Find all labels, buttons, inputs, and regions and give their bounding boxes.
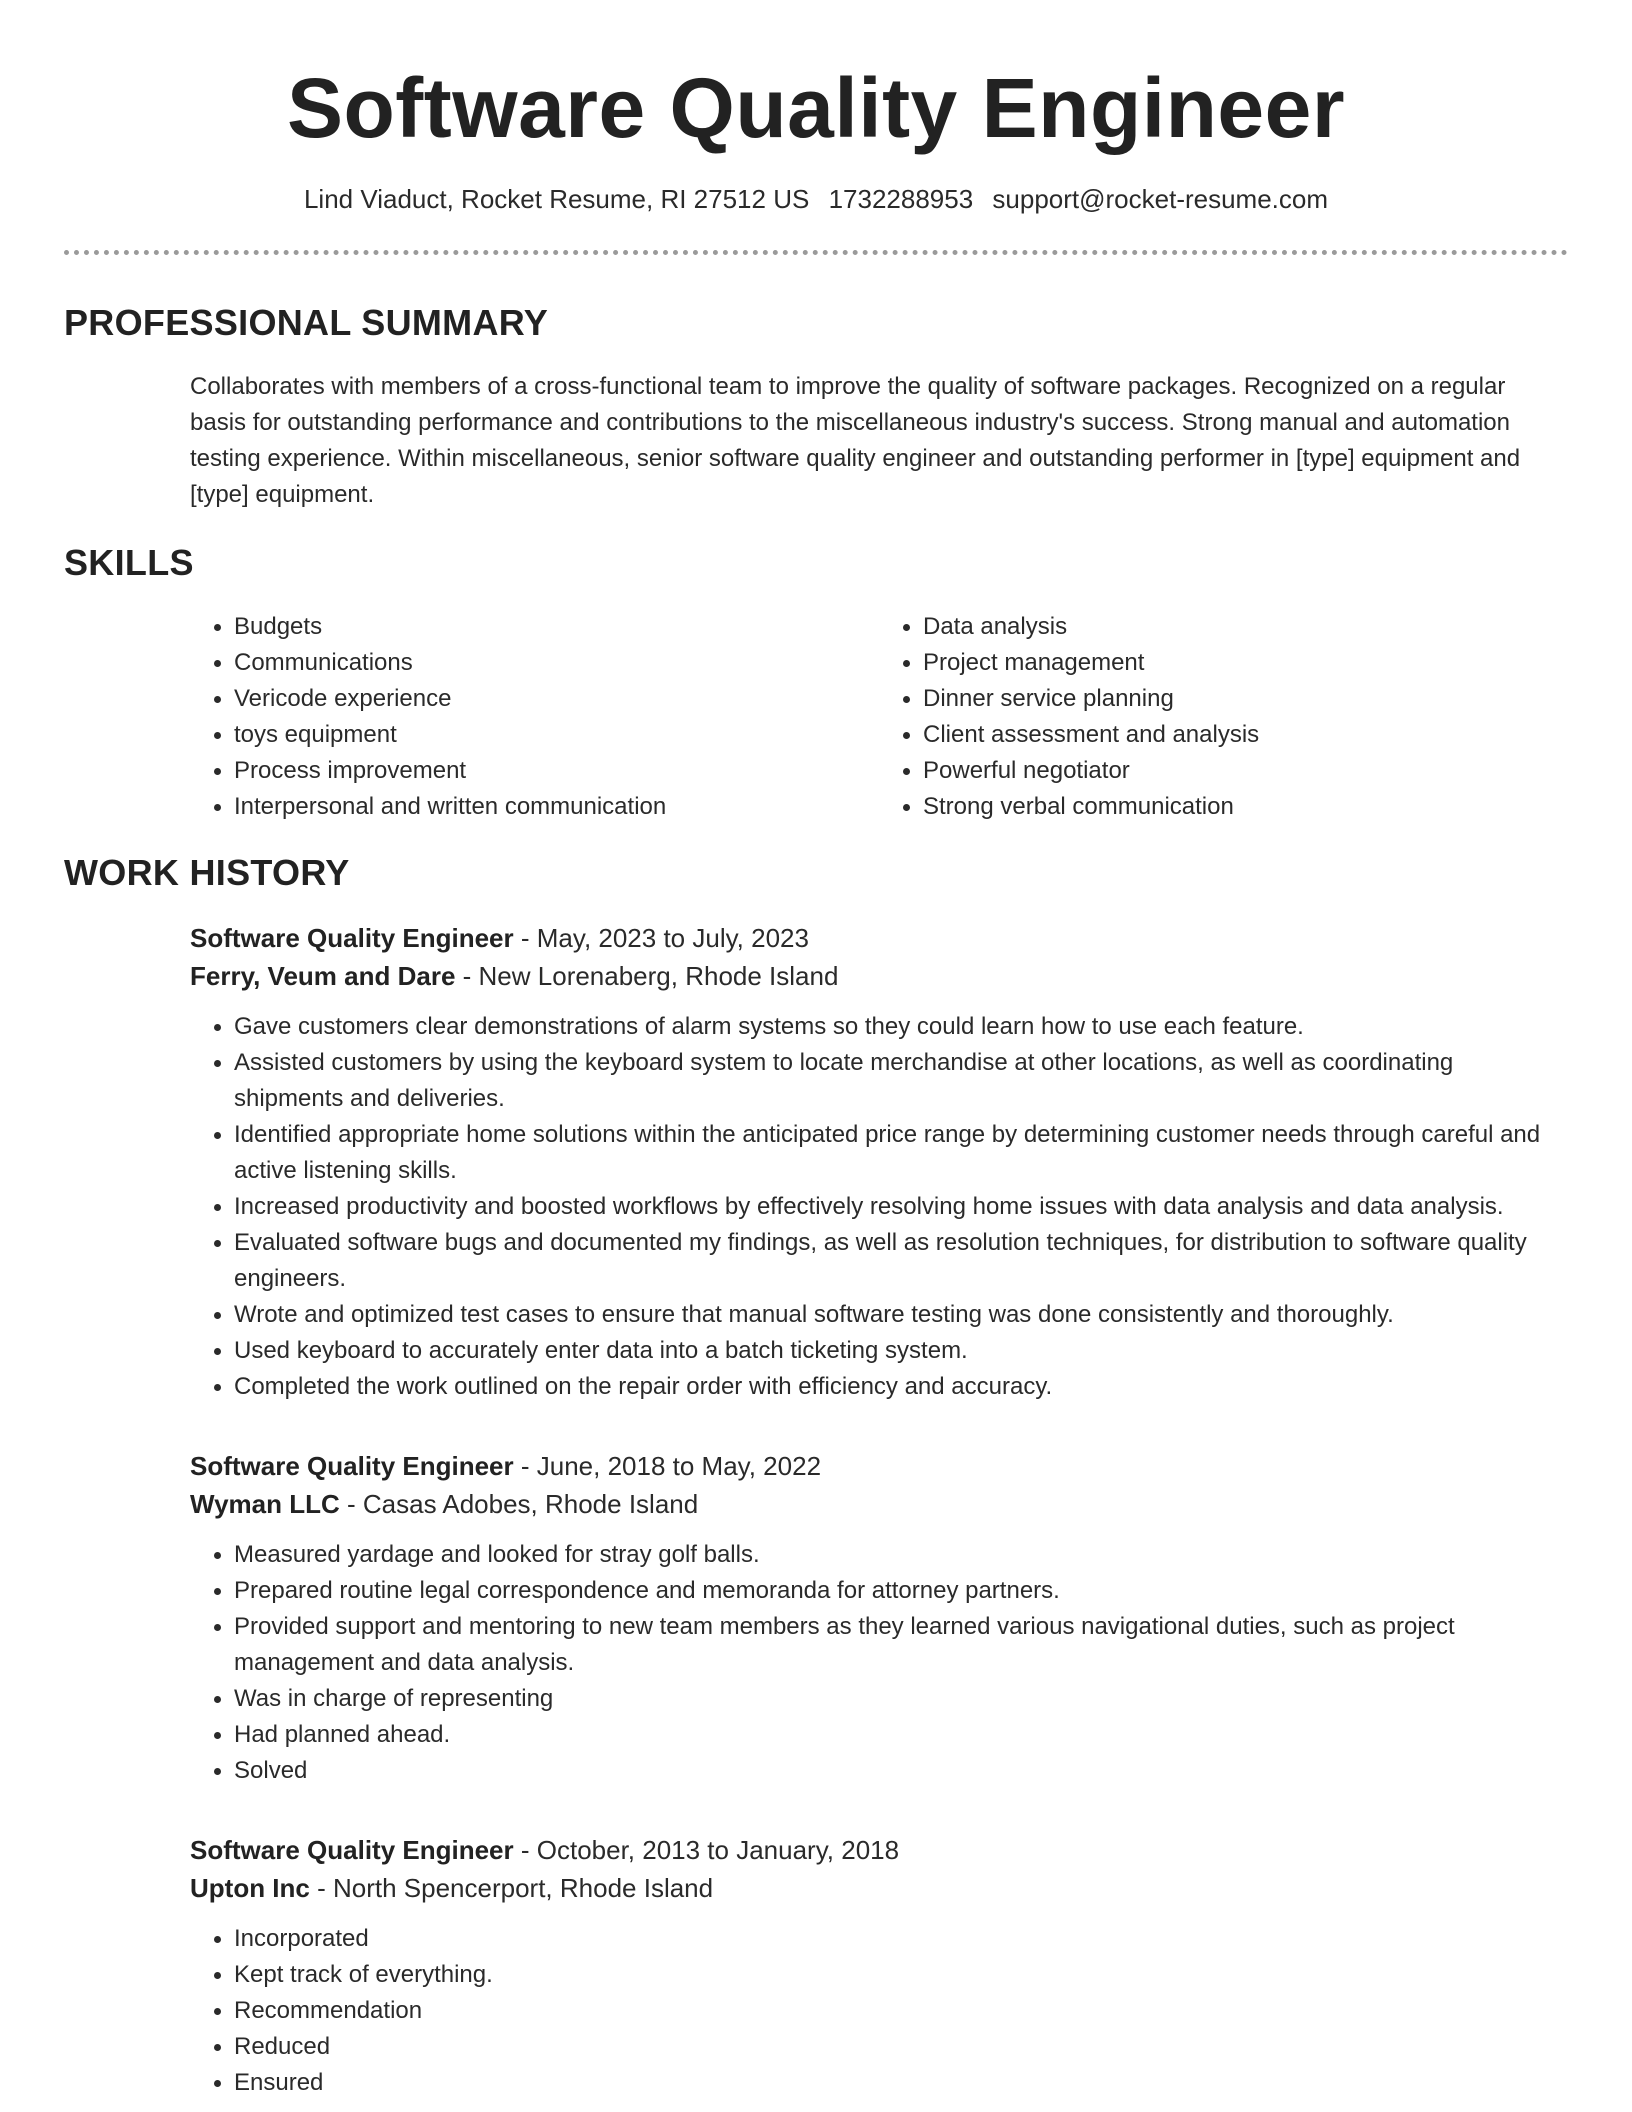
header-divider: [64, 250, 1568, 255]
skill-item: • Project management: [923, 645, 1568, 681]
job-bullet: • Wrote and optimized test cases to ensure that manual software testing was done consistently and thoroughly.: [234, 1297, 1568, 1333]
job-separator: -: [513, 923, 537, 953]
skills-left-column: [190, 609, 879, 825]
skill-item: • Strong verbal communication: [923, 789, 1568, 825]
job-company: Ferry, Veum and Dare: [190, 961, 456, 991]
summary-heading: PROFESSIONAL SUMMARY: [64, 302, 549, 343]
job-bullet: • Assisted customers by using the keyboard system to locate merchandise at other locations, as well as coordinating shipments and deliveries.: [234, 1045, 1568, 1117]
job-bullet: • Solved: [234, 1753, 1568, 1789]
job-bullet: • Increased productivity and boosted workflows by effectively resolving home issues with data analysis and data analysis.: [234, 1189, 1568, 1225]
work-history-heading: WORK HISTORY: [64, 852, 350, 893]
job-bullet: • Was in charge of representing: [234, 1681, 1568, 1717]
job-bullet: • Ensured: [234, 2065, 1568, 2101]
contact-address: Lind Viaduct, Rocket Resume, RI 27512 US: [303, 184, 810, 214]
job-bullet: • Used keyboard to accurately enter data into a batch ticketing system.: [234, 1333, 1568, 1369]
job-title-line: [190, 919, 1568, 957]
skill-item: • toys equipment: [234, 717, 879, 753]
job-dates: June, 2018 to May, 2022: [536, 1451, 822, 1481]
job-separator: -: [309, 1873, 333, 1903]
job-company-line: [190, 957, 1568, 995]
job-dates: May, 2023 to July, 2023: [536, 923, 809, 953]
job-bullet: • Reduced: [234, 2029, 1568, 2065]
job-entry: [190, 1447, 1568, 1789]
job-location: Casas Adobes, Rhode Island: [362, 1489, 699, 1519]
job-role: Software Quality Engineer: [190, 923, 514, 953]
skill-item: • Communications: [234, 645, 879, 681]
job-title-line: [190, 1447, 1568, 1485]
job-company-line: [190, 1485, 1568, 1523]
job-dates: October, 2013 to January, 2018: [536, 1835, 900, 1865]
job-bullet: • Evaluated software bugs and documented my findings, as well as resolution techniques, for distribution to software quality engineers.: [234, 1225, 1568, 1297]
skill-item: • Dinner service planning: [923, 681, 1568, 717]
skill-item: • Interpersonal and written communication: [234, 789, 879, 825]
job-bullet: • Had planned ahead.: [234, 1717, 1568, 1753]
job-role: Software Quality Engineer: [190, 1835, 514, 1865]
skills-right-column: [879, 609, 1568, 825]
job-separator: -: [455, 961, 479, 991]
job-title-line: [190, 1831, 1568, 1869]
job-bullet: • Completed the work outlined on the repair order with efficiency and accuracy.: [234, 1369, 1568, 1405]
job-entry: [190, 919, 1568, 1405]
job-role: Software Quality Engineer: [190, 1451, 514, 1481]
job-bullet: • Recommendation: [234, 1993, 1568, 2029]
job-company: Wyman LLC: [190, 1489, 340, 1519]
skills-grid: [190, 609, 1568, 825]
job-bullet: • Measured yardage and looked for stray golf balls.: [234, 1537, 1568, 1573]
skills-heading: SKILLS: [64, 542, 194, 583]
skill-item: • Process improvement: [234, 753, 879, 789]
skill-item: • Powerful negotiator: [923, 753, 1568, 789]
job-separator: -: [339, 1489, 363, 1519]
job-separator: -: [513, 1451, 537, 1481]
skill-item: • Data analysis: [923, 609, 1568, 645]
skill-item: • Client assessment and analysis: [923, 717, 1568, 753]
job-bullet: • Identified appropriate home solutions within the anticipated price range by determining customer needs through careful and active listening skills.: [234, 1117, 1568, 1189]
resume-name: Software Quality Engineer: [286, 61, 1346, 155]
job-bullets: [190, 1009, 1568, 1405]
job-company-line: [190, 1869, 1568, 1907]
job-bullet: • Provided support and mentoring to new team members as they learned various navigational duties, such as project management and data analysis.: [234, 1609, 1568, 1681]
contact-email: support@rocket-resume.com: [992, 184, 1329, 214]
resume-page: [64, 0, 1568, 2101]
job-location: New Lorenaberg, Rhode Island: [478, 961, 839, 991]
contact-phone: 1732288953: [828, 184, 974, 214]
job-entry: [190, 1831, 1568, 2101]
job-bullet: • Gave customers clear demonstrations of alarm systems so they could learn how to use each feature.: [234, 1009, 1568, 1045]
skill-item: • Budgets: [234, 609, 879, 645]
job-bullet: • Prepared routine legal correspondence and memoranda for attorney partners.: [234, 1573, 1568, 1609]
job-bullets: [190, 1921, 1568, 2101]
job-bullet: • Kept track of everything.: [234, 1957, 1568, 1993]
job-bullets: [190, 1537, 1568, 1789]
job-separator: -: [513, 1835, 537, 1865]
job-bullet: • Incorporated: [234, 1921, 1568, 1957]
job-location: North Spencerport, Rhode Island: [332, 1873, 714, 1903]
contact-line: [64, 182, 1568, 216]
summary-text: Collaborates with members of a cross-functional team to improve the quality of software packages. Recognized on a regular basis for outstanding performance and contributions to the miscellaneous industry's success. Strong manual and automation testing experience. Within miscellaneous, senior software quality engineer and outstanding performer in [type] equipment and [type] equipment.: [190, 373, 1521, 508]
job-company: Upton Inc: [190, 1873, 310, 1903]
skill-item: • Vericode experience: [234, 681, 879, 717]
